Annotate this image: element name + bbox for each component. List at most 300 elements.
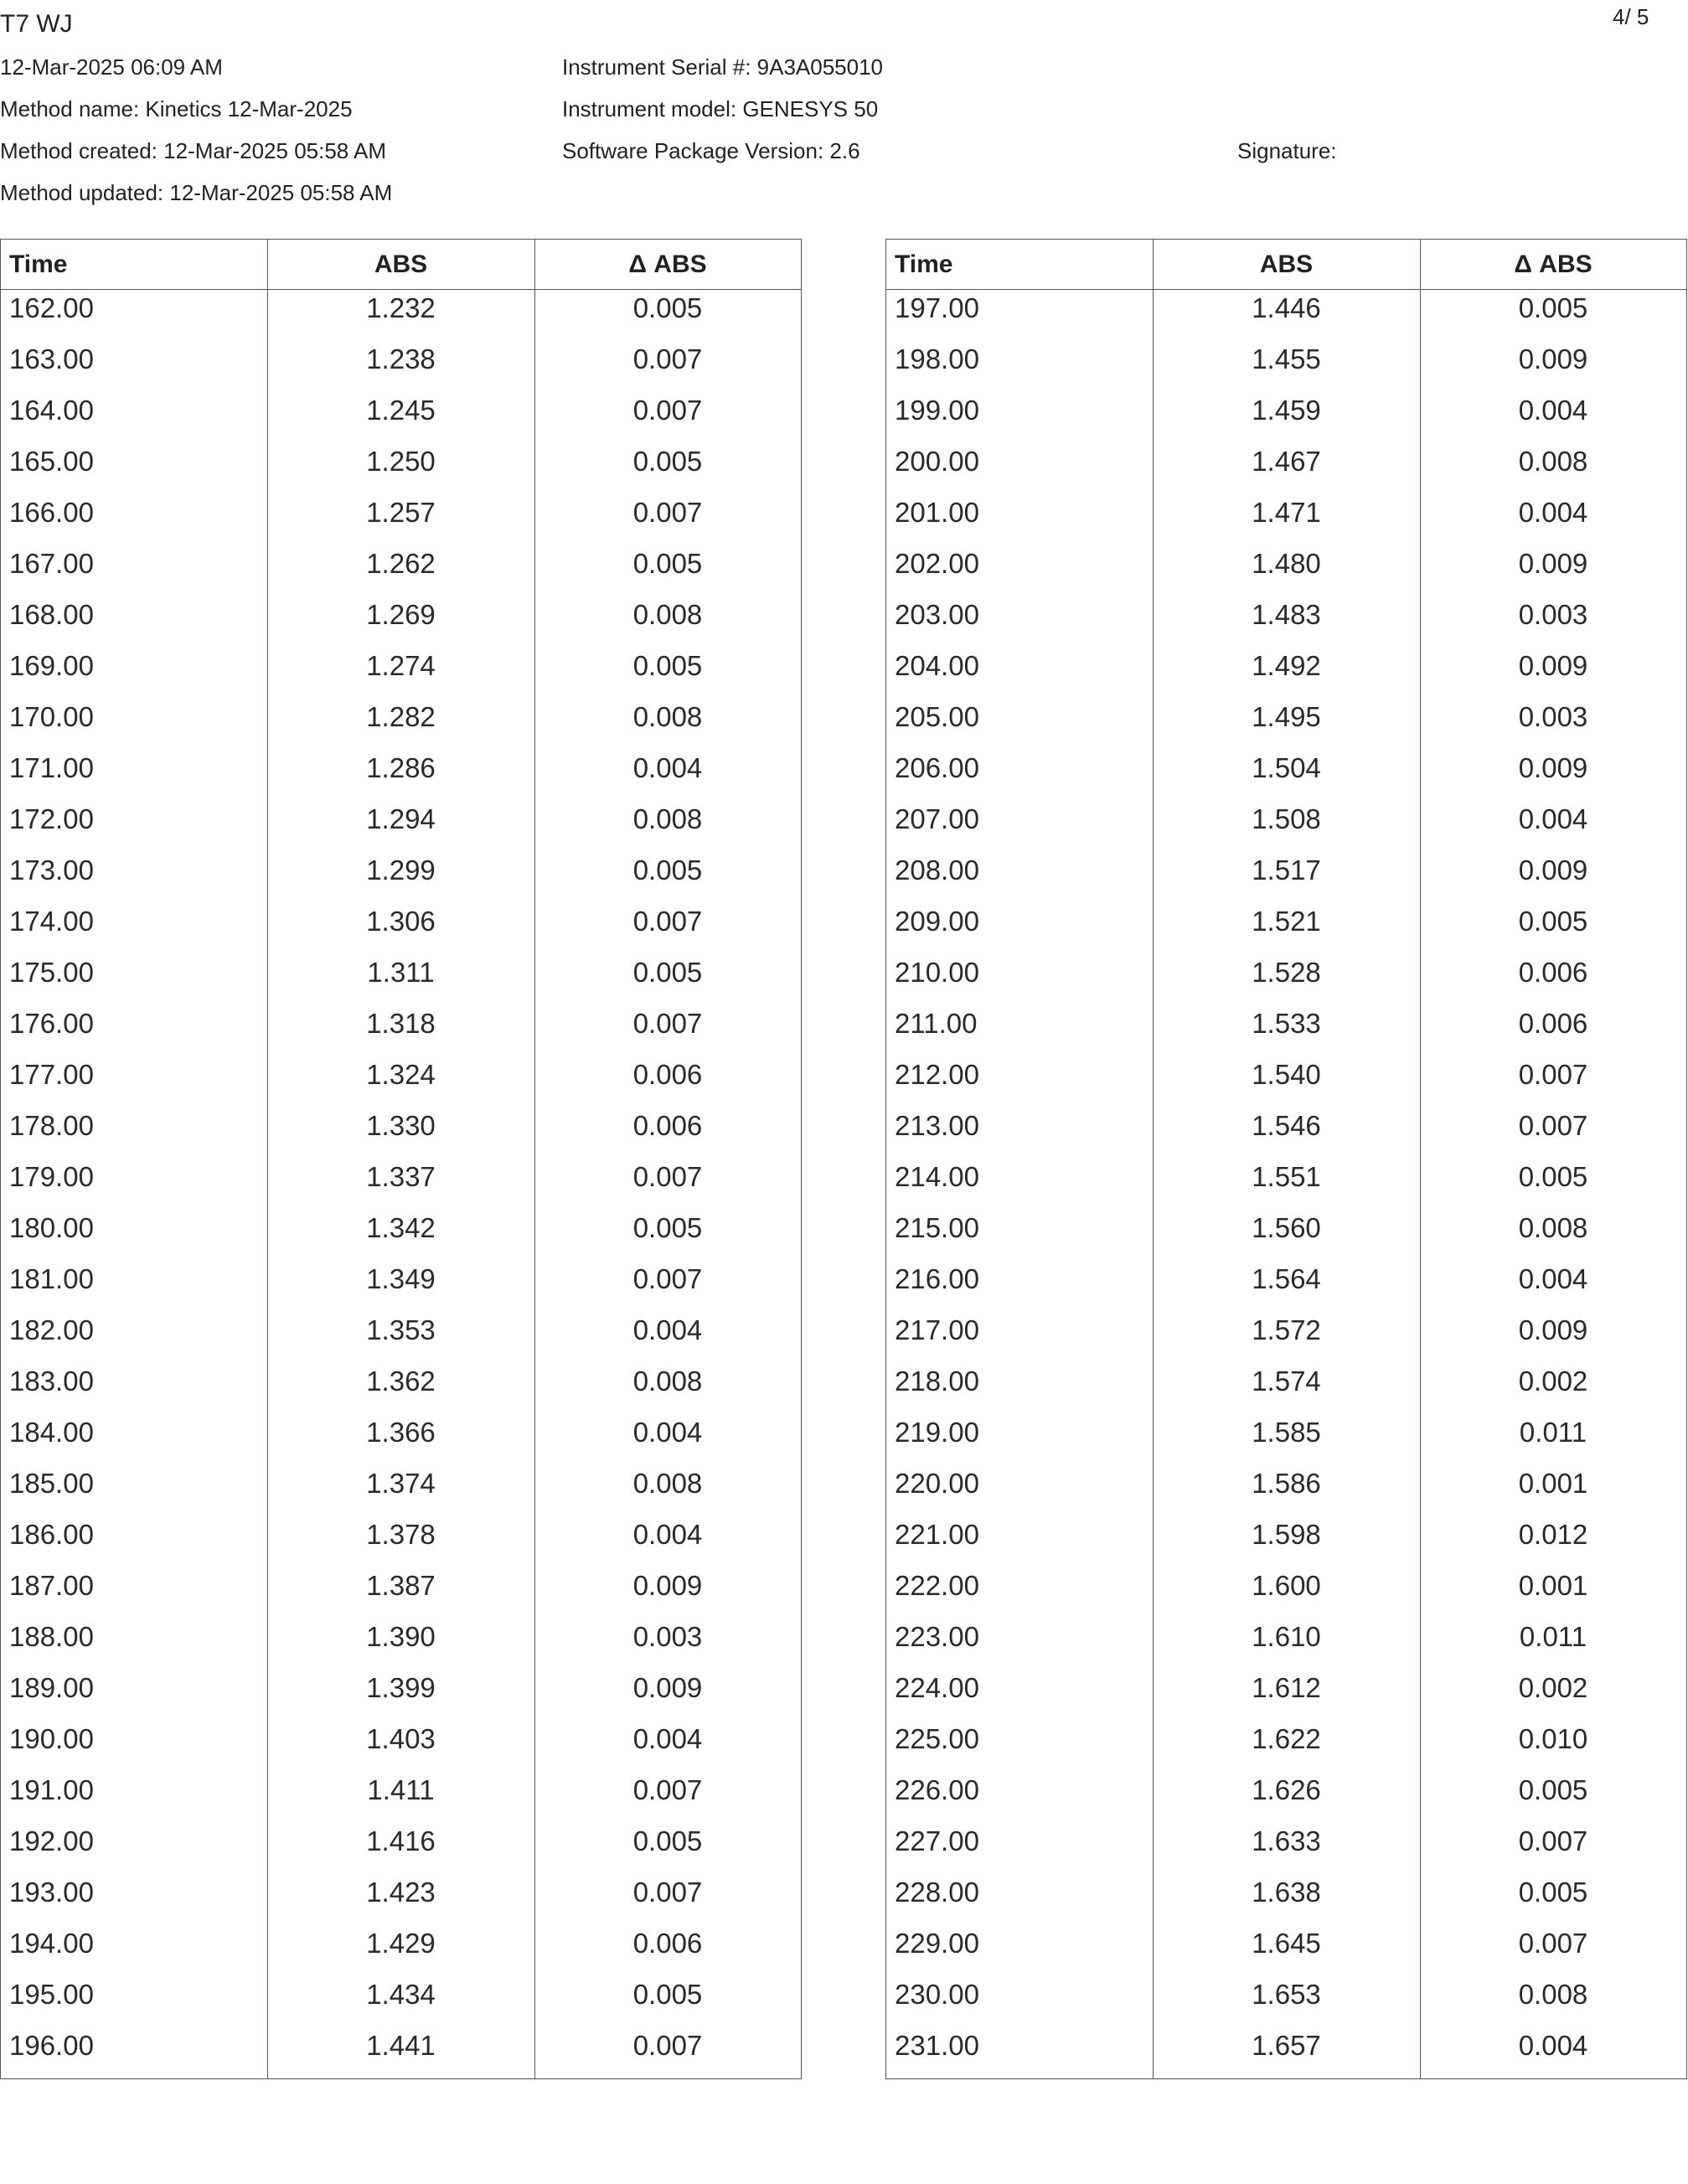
table-body [886, 290, 1686, 2078]
cell-delta-abs: 0.007 [1518, 1059, 1588, 1090]
table-row [886, 1414, 1686, 1465]
table-row [1, 443, 801, 494]
cell-time: 209.00 [895, 906, 979, 937]
table-row [1, 1567, 801, 1619]
cell-time: 231.00 [895, 2030, 979, 2061]
cell-abs: 1.610 [1252, 1621, 1321, 1652]
method-updated: Method updated: 12-Mar-2025 05:58 AM [0, 180, 393, 205]
cell-time: 176.00 [9, 1008, 94, 1039]
cell-abs: 1.294 [366, 803, 436, 834]
cell-delta-abs: 0.004 [632, 752, 703, 783]
cell-abs: 1.349 [366, 1263, 436, 1294]
cell-time: 213.00 [895, 1110, 979, 1141]
table-row [886, 1567, 1686, 1619]
cell-delta-abs: 0.006 [1518, 957, 1588, 988]
cell-delta-abs: 0.001 [1518, 1570, 1588, 1601]
table-row [886, 596, 1686, 648]
cell-delta-abs: 0.007 [632, 1774, 703, 1805]
cell-time: 173.00 [9, 854, 94, 885]
cell-abs: 1.598 [1252, 1519, 1321, 1550]
cell-delta-abs: 0.005 [632, 1212, 703, 1243]
cell-delta-abs: 0.003 [1518, 701, 1588, 732]
cell-abs: 1.574 [1252, 1366, 1321, 1397]
cell-abs: 1.459 [1252, 395, 1321, 426]
cell-abs: 1.533 [1252, 1008, 1321, 1039]
cell-time: 180.00 [9, 1212, 94, 1243]
cell-time: 208.00 [895, 854, 979, 885]
cell-delta-abs: 0.006 [1518, 1008, 1588, 1039]
table-row [886, 1670, 1686, 1721]
cell-delta-abs: 0.007 [632, 343, 703, 374]
table-row [886, 443, 1686, 494]
cell-delta-abs: 0.003 [632, 1621, 703, 1652]
cell-delta-abs: 0.008 [632, 803, 703, 834]
cell-delta-abs: 0.007 [632, 1263, 703, 1294]
cell-time: 169.00 [9, 650, 94, 681]
cell-delta-abs: 0.005 [632, 854, 703, 885]
cell-delta-abs: 0.009 [1518, 650, 1588, 681]
cell-time: 194.00 [9, 1928, 94, 1959]
cell-abs: 1.441 [366, 2030, 436, 2061]
table-row [1, 1823, 801, 1874]
cell-delta-abs: 0.008 [1518, 446, 1588, 477]
table-row [1, 1516, 801, 1567]
table-row [1, 801, 801, 852]
instrument-model: Instrument model: GENESYS 50 [562, 96, 879, 121]
table-row [1, 1874, 801, 1925]
cell-time: 178.00 [9, 1110, 94, 1141]
cell-time: 218.00 [895, 1366, 979, 1397]
cell-time: 167.00 [9, 548, 94, 579]
table-row [1, 341, 801, 392]
table-row [886, 545, 1686, 596]
cell-abs: 1.423 [366, 1877, 436, 1908]
cell-abs: 1.411 [367, 1774, 435, 1805]
header-abs: ABS [374, 250, 428, 278]
cell-abs: 1.657 [1252, 2030, 1321, 2061]
cell-delta-abs: 0.005 [632, 957, 703, 988]
method-name: Method name: Kinetics 12-Mar-2025 [0, 96, 353, 121]
cell-time: 217.00 [895, 1314, 979, 1345]
cell-abs: 1.232 [366, 292, 436, 323]
cell-abs: 1.282 [366, 701, 436, 732]
cell-delta-abs: 0.002 [1518, 1672, 1588, 1703]
cell-time: 201.00 [895, 497, 979, 528]
cell-delta-abs: 0.005 [632, 292, 703, 323]
cell-abs: 1.495 [1252, 701, 1321, 732]
table-row [1, 1721, 801, 1772]
cell-time: 171.00 [9, 752, 94, 783]
cell-time: 212.00 [895, 1059, 979, 1090]
header-time: Time [9, 250, 68, 278]
table-row [886, 903, 1686, 954]
cell-abs: 1.480 [1252, 548, 1321, 579]
table-row [1, 1772, 801, 1823]
cell-time: 214.00 [895, 1161, 979, 1192]
cell-delta-abs: 0.006 [632, 1110, 703, 1141]
table-row [886, 1772, 1686, 1823]
table-row [1, 1414, 801, 1465]
cell-time: 195.00 [9, 1979, 94, 2010]
cell-delta-abs: 0.012 [1518, 1519, 1588, 1550]
cell-time: 221.00 [895, 1519, 979, 1550]
cell-abs: 1.245 [366, 395, 436, 426]
cell-time: 228.00 [895, 1877, 979, 1908]
header-delta-abs: Δ ABS [628, 250, 707, 278]
cell-delta-abs: 0.002 [1518, 1366, 1588, 1397]
cell-time: 190.00 [9, 1723, 94, 1754]
cell-time: 166.00 [9, 497, 94, 528]
cell-abs: 1.374 [366, 1468, 436, 1499]
cell-time: 226.00 [895, 1774, 979, 1805]
table-row [1, 1465, 801, 1516]
cell-delta-abs: 0.011 [1519, 1621, 1587, 1652]
table-header [1, 240, 801, 290]
instrument-serial: Instrument Serial #: 9A3A055010 [562, 54, 884, 80]
cell-time: 187.00 [9, 1570, 94, 1601]
cell-abs: 1.311 [367, 957, 435, 988]
cell-abs: 1.342 [366, 1212, 436, 1243]
cell-delta-abs: 0.009 [632, 1672, 703, 1703]
cell-abs: 1.362 [366, 1366, 436, 1397]
table-row [1, 545, 801, 596]
table-row [886, 1312, 1686, 1363]
cell-abs: 1.633 [1252, 1825, 1321, 1856]
cell-delta-abs: 0.007 [632, 1008, 703, 1039]
cell-abs: 1.378 [366, 1519, 436, 1550]
header-time: Time [895, 250, 953, 278]
report-date: 12-Mar-2025 06:09 AM [0, 54, 223, 80]
cell-abs: 1.318 [366, 1008, 436, 1039]
cell-abs: 1.638 [1252, 1877, 1321, 1908]
cell-time: 183.00 [9, 1366, 94, 1397]
cell-time: 162.00 [9, 292, 94, 323]
table-row [1, 699, 801, 750]
table-row [1, 954, 801, 1005]
cell-delta-abs: 0.007 [1518, 1928, 1588, 1959]
cell-abs: 1.269 [366, 599, 436, 630]
table-row [886, 750, 1686, 801]
cell-time: 204.00 [895, 650, 979, 681]
table-row [1, 1976, 801, 2027]
table-row [886, 1056, 1686, 1107]
cell-time: 186.00 [9, 1519, 94, 1550]
table-row [1, 1107, 801, 1159]
cell-time: 185.00 [9, 1468, 94, 1499]
cell-abs: 1.434 [366, 1979, 436, 2010]
cell-delta-abs: 0.008 [632, 599, 703, 630]
cell-delta-abs: 0.003 [1518, 599, 1588, 630]
cell-time: 198.00 [895, 343, 979, 374]
data-table-left [0, 239, 802, 2079]
cell-time: 200.00 [895, 446, 979, 477]
cell-delta-abs: 0.006 [632, 1059, 703, 1090]
cell-abs: 1.586 [1252, 1468, 1321, 1499]
cell-delta-abs: 0.008 [632, 1468, 703, 1499]
table-row [886, 392, 1686, 443]
cell-abs: 1.390 [366, 1621, 436, 1652]
table-row [1, 1056, 801, 1107]
signature-label: Signature: [1237, 138, 1337, 163]
cell-abs: 1.540 [1252, 1059, 1321, 1090]
cell-delta-abs: 0.007 [632, 906, 703, 937]
cell-abs: 1.403 [366, 1723, 436, 1754]
cell-delta-abs: 0.004 [1518, 497, 1588, 528]
page-number: 4/ 5 [1613, 4, 1649, 29]
table-row [886, 1107, 1686, 1159]
table-row [1, 290, 801, 341]
table-row [886, 1159, 1686, 1210]
cell-time: 174.00 [9, 906, 94, 937]
cell-abs: 1.612 [1252, 1672, 1321, 1703]
table-row [1, 1210, 801, 1261]
cell-abs: 1.286 [366, 752, 436, 783]
cell-delta-abs: 0.004 [632, 1519, 703, 1550]
table-row [1, 750, 801, 801]
cell-abs: 1.353 [366, 1314, 436, 1345]
cell-abs: 1.626 [1252, 1774, 1321, 1805]
cell-abs: 1.585 [1252, 1417, 1321, 1448]
cell-abs: 1.429 [366, 1928, 436, 1959]
cell-time: 205.00 [895, 701, 979, 732]
table-row [1, 1670, 801, 1721]
cell-time: 202.00 [895, 548, 979, 579]
cell-abs: 1.306 [366, 906, 436, 937]
cell-delta-abs: 0.004 [1518, 803, 1588, 834]
cell-delta-abs: 0.005 [1518, 1161, 1588, 1192]
cell-delta-abs: 0.004 [1518, 395, 1588, 426]
cell-delta-abs: 0.001 [1518, 1468, 1588, 1499]
cell-time: 175.00 [9, 957, 94, 988]
cell-time: 181.00 [9, 1263, 94, 1294]
cell-time: 192.00 [9, 1825, 94, 1856]
cell-abs: 1.517 [1252, 854, 1321, 885]
table-row [1, 1005, 801, 1056]
cell-abs: 1.492 [1252, 650, 1321, 681]
cell-abs: 1.238 [366, 343, 436, 374]
cell-time: 227.00 [895, 1825, 979, 1856]
cell-time: 184.00 [9, 1417, 94, 1448]
table-row [1, 494, 801, 545]
cell-abs: 1.416 [366, 1825, 436, 1856]
table-row [886, 852, 1686, 903]
table-row [886, 1619, 1686, 1670]
cell-abs: 1.551 [1252, 1161, 1321, 1192]
cell-time: 207.00 [895, 803, 979, 834]
table-row [886, 1210, 1686, 1261]
method-created: Method created: 12-Mar-2025 05:58 AM [0, 138, 387, 163]
table-row [1, 1312, 801, 1363]
cell-time: 203.00 [895, 599, 979, 630]
cell-time: 168.00 [9, 599, 94, 630]
cell-delta-abs: 0.007 [632, 2030, 703, 2061]
cell-delta-abs: 0.009 [632, 1570, 703, 1601]
table-row [1, 1619, 801, 1670]
cell-abs: 1.504 [1252, 752, 1321, 783]
cell-time: 225.00 [895, 1723, 979, 1754]
cell-delta-abs: 0.008 [1518, 1979, 1588, 2010]
cell-abs: 1.337 [366, 1161, 436, 1192]
cell-delta-abs: 0.005 [632, 548, 703, 579]
cell-time: 189.00 [9, 1672, 94, 1703]
cell-time: 172.00 [9, 803, 94, 834]
cell-delta-abs: 0.007 [1518, 1825, 1588, 1856]
document-title: T7 WJ [0, 10, 73, 38]
cell-delta-abs: 0.005 [1518, 292, 1588, 323]
table-row [886, 1925, 1686, 1976]
cell-abs: 1.645 [1252, 1928, 1321, 1959]
table-row [1, 903, 801, 954]
cell-delta-abs: 0.005 [632, 1979, 703, 2010]
table-row [886, 1363, 1686, 1414]
table-row [886, 1823, 1686, 1874]
cell-delta-abs: 0.005 [1518, 1877, 1588, 1908]
cell-time: 215.00 [895, 1212, 979, 1243]
cell-abs: 1.446 [1252, 292, 1321, 323]
table-row [886, 954, 1686, 1005]
cell-delta-abs: 0.008 [632, 701, 703, 732]
cell-delta-abs: 0.008 [1518, 1212, 1588, 1243]
cell-abs: 1.600 [1252, 1570, 1321, 1601]
table-row [1, 1925, 801, 1976]
cell-time: 165.00 [9, 446, 94, 477]
cell-delta-abs: 0.007 [632, 1161, 703, 1192]
cell-delta-abs: 0.005 [1518, 1774, 1588, 1805]
table-row [1, 852, 801, 903]
data-table-right [885, 239, 1687, 2079]
table-row [886, 494, 1686, 545]
table-row [886, 801, 1686, 852]
cell-abs: 1.274 [366, 650, 436, 681]
cell-delta-abs: 0.005 [632, 1825, 703, 1856]
table-row [886, 1261, 1686, 1312]
cell-delta-abs: 0.007 [632, 1877, 703, 1908]
cell-abs: 1.399 [366, 1672, 436, 1703]
cell-delta-abs: 0.004 [1518, 1263, 1588, 1294]
cell-delta-abs: 0.009 [1518, 1314, 1588, 1345]
table-row [1, 1159, 801, 1210]
table-row [886, 1976, 1686, 2027]
cell-time: 164.00 [9, 395, 94, 426]
table-row [886, 1465, 1686, 1516]
cell-abs: 1.560 [1252, 1212, 1321, 1243]
cell-time: 211.00 [895, 1008, 978, 1039]
cell-abs: 1.387 [366, 1570, 436, 1601]
cell-time: 224.00 [895, 1672, 979, 1703]
header-delta-abs: Δ ABS [1514, 250, 1593, 278]
cell-delta-abs: 0.009 [1518, 548, 1588, 579]
cell-delta-abs: 0.005 [632, 446, 703, 477]
cell-abs: 1.455 [1252, 343, 1321, 374]
cell-abs: 1.521 [1252, 906, 1321, 937]
table-row [886, 2027, 1686, 2078]
cell-time: 222.00 [895, 1570, 979, 1601]
cell-abs: 1.262 [366, 548, 436, 579]
cell-abs: 1.572 [1252, 1314, 1321, 1345]
cell-abs: 1.528 [1252, 957, 1321, 988]
cell-delta-abs: 0.007 [632, 395, 703, 426]
cell-delta-abs: 0.010 [1518, 1723, 1588, 1754]
cell-time: 229.00 [895, 1928, 979, 1959]
cell-abs: 1.653 [1252, 1979, 1321, 2010]
cell-delta-abs: 0.004 [632, 1314, 703, 1345]
cell-abs: 1.546 [1252, 1110, 1321, 1141]
cell-abs: 1.508 [1252, 803, 1321, 834]
table-header [886, 240, 1686, 290]
cell-time: 188.00 [9, 1621, 94, 1652]
cell-delta-abs: 0.004 [632, 1723, 703, 1754]
table-row [1, 1363, 801, 1414]
cell-time: 170.00 [9, 701, 94, 732]
table-body [1, 290, 801, 2078]
cell-delta-abs: 0.008 [632, 1366, 703, 1397]
cell-abs: 1.330 [366, 1110, 436, 1141]
table-row [886, 1874, 1686, 1925]
software-version: Software Package Version: 2.6 [562, 138, 860, 163]
cell-delta-abs: 0.007 [1518, 1110, 1588, 1141]
cell-time: 210.00 [895, 957, 979, 988]
cell-abs: 1.622 [1252, 1723, 1321, 1754]
cell-delta-abs: 0.006 [632, 1928, 703, 1959]
cell-delta-abs: 0.009 [1518, 752, 1588, 783]
table-row [886, 699, 1686, 750]
cell-time: 216.00 [895, 1263, 979, 1294]
cell-time: 206.00 [895, 752, 979, 783]
cell-time: 230.00 [895, 1979, 979, 2010]
table-row [886, 290, 1686, 341]
table-row [886, 341, 1686, 392]
cell-time: 220.00 [895, 1468, 979, 1499]
cell-abs: 1.299 [366, 854, 436, 885]
cell-delta-abs: 0.005 [1518, 906, 1588, 937]
cell-time: 182.00 [9, 1314, 94, 1345]
cell-delta-abs: 0.009 [1518, 854, 1588, 885]
cell-delta-abs: 0.004 [1518, 2030, 1588, 2061]
cell-abs: 1.257 [366, 497, 436, 528]
cell-delta-abs: 0.007 [632, 497, 703, 528]
cell-abs: 1.483 [1252, 599, 1321, 630]
table-row [886, 1721, 1686, 1772]
header-abs: ABS [1259, 250, 1314, 278]
cell-time: 163.00 [9, 343, 94, 374]
cell-abs: 1.467 [1252, 446, 1321, 477]
cell-time: 179.00 [9, 1161, 94, 1192]
cell-time: 196.00 [9, 2030, 94, 2061]
cell-delta-abs: 0.011 [1519, 1417, 1587, 1448]
cell-abs: 1.366 [366, 1417, 436, 1448]
cell-abs: 1.250 [366, 446, 436, 477]
cell-time: 191.00 [9, 1774, 94, 1805]
cell-time: 219.00 [895, 1417, 979, 1448]
table-row [1, 648, 801, 699]
cell-abs: 1.471 [1252, 497, 1321, 528]
cell-time: 199.00 [895, 395, 979, 426]
table-row [1, 2027, 801, 2078]
table-row [886, 648, 1686, 699]
cell-abs: 1.324 [366, 1059, 436, 1090]
table-row [886, 1005, 1686, 1056]
table-row [886, 1516, 1686, 1567]
cell-time: 223.00 [895, 1621, 979, 1652]
cell-delta-abs: 0.004 [632, 1417, 703, 1448]
cell-delta-abs: 0.005 [632, 650, 703, 681]
cell-abs: 1.564 [1252, 1263, 1321, 1294]
cell-time: 193.00 [9, 1877, 94, 1908]
cell-time: 197.00 [895, 292, 979, 323]
table-row [1, 392, 801, 443]
table-row [1, 1261, 801, 1312]
cell-time: 177.00 [9, 1059, 94, 1090]
